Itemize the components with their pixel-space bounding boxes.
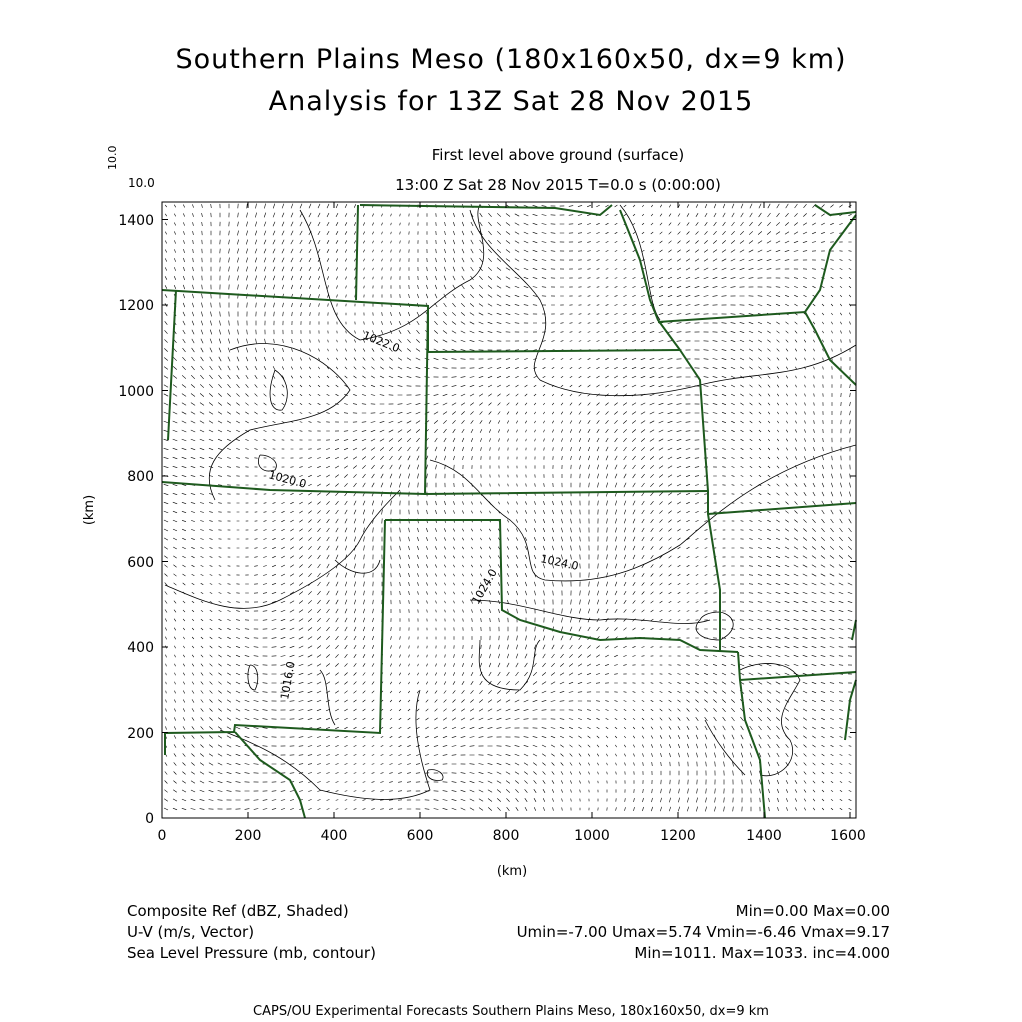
- legend-pressure-range: Min=1011. Max=1033. inc=4.000: [634, 944, 890, 962]
- x-tick-label: 800: [492, 828, 520, 844]
- contour-label: 1020.0: [267, 468, 308, 491]
- y-axis-label: (km): [82, 494, 97, 526]
- contour-label: 1022.0: [360, 328, 402, 356]
- contour-line: [427, 770, 443, 781]
- y-tick-label: 200: [127, 726, 154, 742]
- state-border: [385, 520, 738, 652]
- x-tick-label: 600: [406, 828, 434, 844]
- state-border: [852, 620, 856, 640]
- legend-wind: U-V (m/s, Vector): [127, 923, 255, 941]
- x-tick-label: 1000: [574, 828, 610, 844]
- map-title-line1: Southern Plains Meso (180x160x50, dx=9 km): [175, 44, 847, 75]
- contour-line: [470, 210, 700, 396]
- state-border: [162, 290, 680, 352]
- wind-vectors: [164, 204, 853, 812]
- contour-label: 1016.0: [278, 660, 298, 701]
- level-subtitle: First level above ground (surface): [431, 146, 685, 164]
- footer-credit: CAPS/OU Experimental Forecasts Southern Plains Meso, 180x160x50, dx=9 km: [253, 1004, 769, 1019]
- wind-vector-field: [164, 204, 853, 812]
- map-title-line2: Analysis for 13Z Sat 28 Nov 2015: [268, 86, 754, 117]
- state-border: [235, 732, 305, 818]
- time-subtitle: 13:00 Z Sat 28 Nov 2015 T=0.0 s (0:00:00): [395, 176, 721, 194]
- state-border: [620, 210, 680, 350]
- contour-line: [700, 345, 856, 385]
- y-tick-label: 1000: [118, 384, 154, 400]
- y-tick-labels: [118, 213, 154, 827]
- state-border: [360, 205, 612, 215]
- x-tick-label: 1400: [746, 828, 782, 844]
- contour-line: [696, 612, 733, 640]
- contour-label: 1024.0: [539, 552, 580, 573]
- x-tick-label: 1600: [830, 828, 866, 844]
- state-border: [168, 290, 176, 440]
- x-tick-label: 200: [234, 828, 262, 844]
- legend-reflectivity-range: Min=0.00 Max=0.00: [735, 902, 890, 920]
- contour-labels: [267, 329, 580, 701]
- x-tick-label: 400: [320, 828, 348, 844]
- x-tick-label: 0: [157, 828, 167, 844]
- y-tick-label: 800: [127, 469, 154, 485]
- contour-line: [479, 640, 540, 690]
- y-tick-label: 1200: [118, 298, 154, 314]
- vector-reference-rotated-label: 10.0: [106, 145, 119, 170]
- x-tick-label: 1200: [660, 828, 696, 844]
- state-border: [740, 672, 856, 680]
- legend-reflectivity: Composite Ref (dBZ, Shaded): [127, 902, 349, 920]
- contour-line: [705, 720, 745, 775]
- state-border: [805, 215, 856, 312]
- contour-line: [220, 690, 430, 799]
- x-axis-label: (km): [496, 864, 528, 879]
- contour-line: [165, 490, 400, 608]
- contour-line: [270, 370, 287, 410]
- vector-reference-label: 10.0: [128, 176, 155, 190]
- state-border: [162, 482, 708, 494]
- contour-label: 1024.0: [469, 566, 500, 607]
- contour-line: [248, 665, 258, 690]
- state-border: [356, 205, 358, 300]
- pressure-contours: [165, 205, 856, 799]
- contour-line: [320, 670, 335, 725]
- legend-pressure: Sea Level Pressure (mb, contour): [127, 944, 376, 962]
- legend-wind-range: Umin=-7.00 Umax=5.74 Vmin=-6.46 Vmax=9.17: [516, 923, 890, 941]
- state-border: [165, 520, 385, 755]
- x-tick-labels: [158, 828, 866, 844]
- y-tick-label: 0: [145, 811, 154, 827]
- contour-line: [430, 445, 856, 581]
- y-tick-label: 600: [127, 555, 154, 571]
- y-tick-label: 400: [127, 640, 154, 656]
- y-tick-label: 1400: [118, 213, 154, 229]
